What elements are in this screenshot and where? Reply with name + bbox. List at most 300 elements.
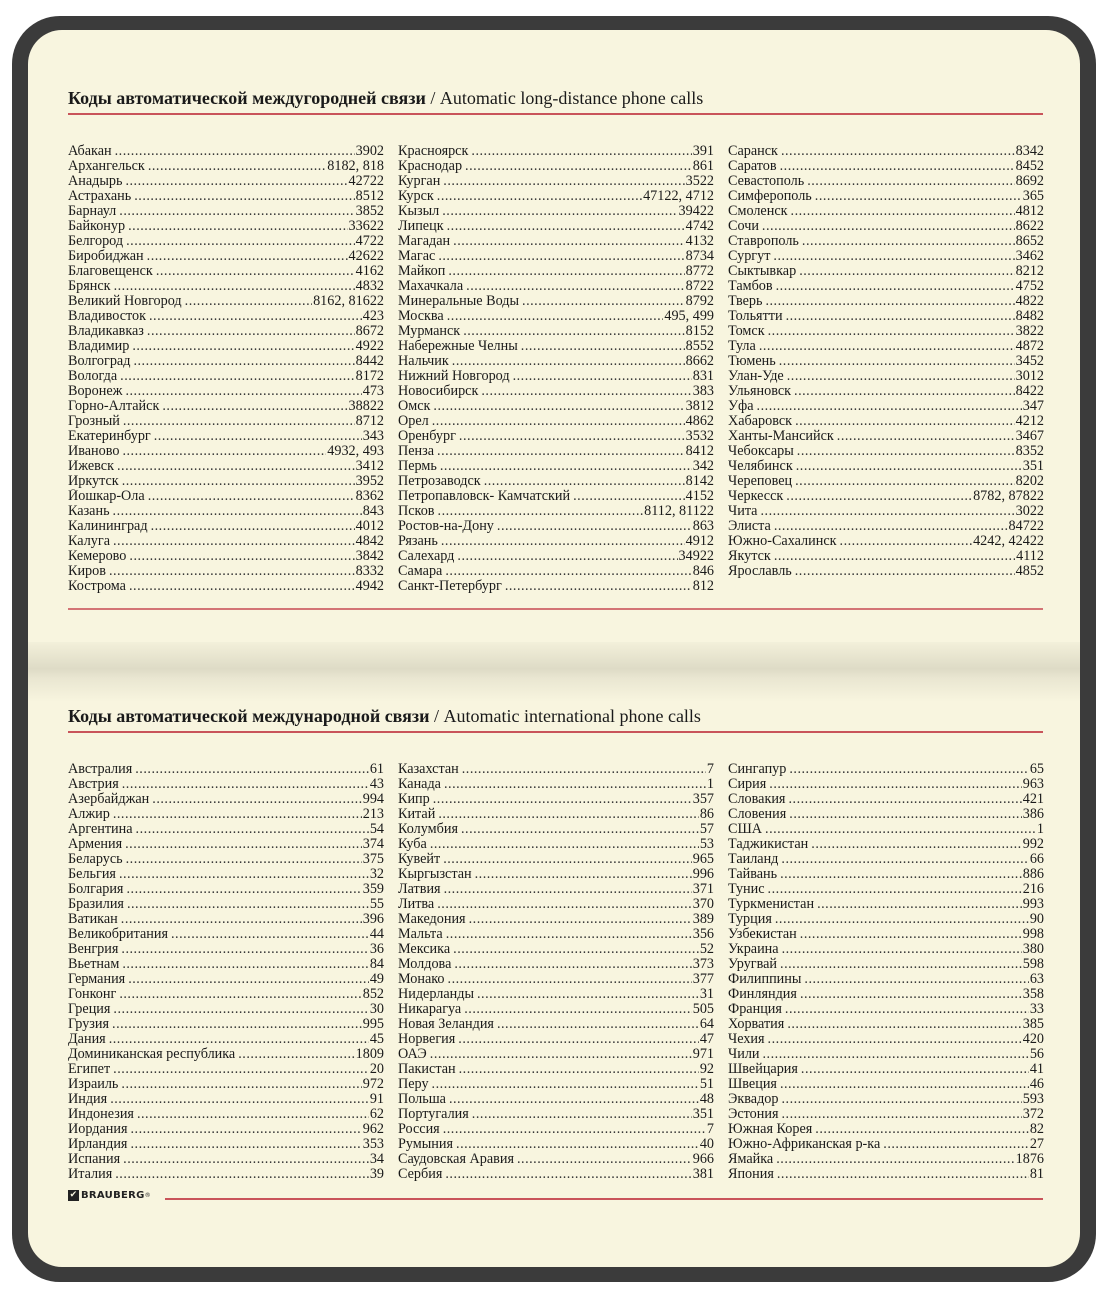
place-name: Тула xyxy=(728,339,756,354)
dot-leader xyxy=(815,189,1022,204)
place-name: Уфа xyxy=(728,399,754,414)
code-entry xyxy=(398,927,714,942)
place-name: Чебоксары xyxy=(728,444,794,459)
dot-leader xyxy=(795,564,1015,579)
dial-code: 4872 xyxy=(1015,339,1044,354)
dot-leader xyxy=(780,159,1015,174)
dot-leader xyxy=(128,972,369,987)
dot-leader xyxy=(440,459,692,474)
place-name: Ватикан xyxy=(68,912,118,927)
dot-leader xyxy=(449,1092,699,1107)
page-fold xyxy=(28,642,1080,702)
code-entry xyxy=(728,459,1044,474)
dot-leader xyxy=(448,972,692,987)
code-entry xyxy=(728,1002,1044,1017)
place-name: Вологда xyxy=(68,369,118,384)
dial-code: 423 xyxy=(362,309,384,324)
dial-code: 420 xyxy=(1022,1032,1044,1047)
dial-code: 994 xyxy=(362,792,384,807)
code-entry xyxy=(728,339,1044,354)
dot-leader xyxy=(804,972,1028,987)
dial-code: 357 xyxy=(692,792,714,807)
code-entry xyxy=(728,987,1044,1002)
place-name: Бельгия xyxy=(68,867,116,882)
code-entry xyxy=(398,324,714,339)
place-name: Воронеж xyxy=(68,384,123,399)
dot-leader xyxy=(109,564,355,579)
dot-leader xyxy=(774,519,1008,534)
code-entry xyxy=(728,927,1044,942)
dial-code: 91 xyxy=(369,1092,384,1107)
place-name: Севастополь xyxy=(728,174,805,189)
dot-leader xyxy=(785,1002,1029,1017)
dial-code: 41 xyxy=(1029,1062,1044,1077)
dot-leader xyxy=(125,384,361,399)
place-name: Швеция xyxy=(728,1077,777,1092)
dot-leader xyxy=(522,294,685,309)
dial-code: 374 xyxy=(362,837,384,852)
dial-code: 44 xyxy=(369,927,384,942)
code-entry xyxy=(68,1077,384,1092)
code-entry xyxy=(398,987,714,1002)
place-name: Калининград xyxy=(68,519,148,534)
dot-leader xyxy=(801,1062,1029,1077)
code-entry xyxy=(398,204,714,219)
code-entry xyxy=(728,1077,1044,1092)
place-name: Словения xyxy=(728,807,787,822)
dot-leader xyxy=(795,414,1015,429)
dot-leader xyxy=(444,882,692,897)
place-name: Челябинск xyxy=(728,459,793,474)
place-name: Куба xyxy=(398,837,427,852)
place-name: Россия xyxy=(398,1122,440,1137)
dial-code: 33 xyxy=(1029,1002,1044,1017)
dot-leader xyxy=(464,1002,691,1017)
dial-code: 40 xyxy=(699,1137,714,1152)
dial-code: 886 xyxy=(1022,867,1044,882)
code-entry xyxy=(398,384,714,399)
place-name: Кыргызстан xyxy=(398,867,472,882)
code-entry xyxy=(728,414,1044,429)
dial-code: 1 xyxy=(706,777,714,792)
dial-code: 8652 xyxy=(1015,234,1044,249)
place-name: Южно-Сахалинск xyxy=(728,534,837,549)
code-entry xyxy=(398,1137,714,1152)
dial-code: 42622 xyxy=(348,249,384,264)
code-entry xyxy=(68,309,384,324)
dot-leader xyxy=(430,837,699,852)
code-entry xyxy=(728,1017,1044,1032)
place-name: Чили xyxy=(728,1047,760,1062)
dial-code: 375 xyxy=(362,852,384,867)
code-entry xyxy=(68,414,384,429)
dot-leader xyxy=(122,777,369,792)
place-name: Нидерланды xyxy=(398,987,474,1002)
place-name: Южно-Африканская р-ка xyxy=(728,1137,881,1152)
dial-code: 33622 xyxy=(348,219,384,234)
dot-leader xyxy=(125,837,362,852)
code-entry xyxy=(398,1107,714,1122)
place-name: Чехия xyxy=(728,1032,765,1047)
dial-code: 4722 xyxy=(355,234,384,249)
dial-code: 993 xyxy=(1022,897,1044,912)
dot-leader xyxy=(481,384,691,399)
dial-code: 3522 xyxy=(685,174,714,189)
place-name: Тайвань xyxy=(728,867,778,882)
code-entry xyxy=(398,957,714,972)
dot-leader xyxy=(126,234,355,249)
dot-leader xyxy=(129,549,354,564)
place-name: Магас xyxy=(398,249,436,264)
dial-code: 962 xyxy=(362,1122,384,1137)
code-entry xyxy=(68,1047,384,1062)
dial-code: 4842 xyxy=(355,534,384,549)
place-name: Алжир xyxy=(68,807,110,822)
dial-code: 972 xyxy=(362,1077,384,1092)
dot-leader xyxy=(781,1107,1021,1122)
dot-leader xyxy=(432,414,685,429)
dial-code: 992 xyxy=(1022,837,1044,852)
code-entry xyxy=(398,249,714,264)
place-name: Киров xyxy=(68,564,106,579)
dial-code: 4822 xyxy=(1015,294,1044,309)
place-name: Черкесск xyxy=(728,489,784,504)
place-name: Австралия xyxy=(68,762,133,777)
dial-code: 4132 xyxy=(685,234,714,249)
dial-code: 8362 xyxy=(355,489,384,504)
dial-code: 365 xyxy=(1022,189,1044,204)
code-entry xyxy=(728,399,1044,414)
dot-leader xyxy=(768,882,1022,897)
dial-code: 34 xyxy=(369,1152,384,1167)
code-entry xyxy=(728,882,1044,897)
place-name: Красноярск xyxy=(398,144,469,159)
dial-code: 995 xyxy=(362,1017,384,1032)
dot-leader xyxy=(443,1122,706,1137)
dot-leader xyxy=(133,354,354,369)
dial-code: 36 xyxy=(369,942,384,957)
dial-code: 381 xyxy=(692,1167,714,1182)
code-entry xyxy=(728,444,1044,459)
dial-code: 8482 xyxy=(1015,309,1044,324)
code-entry xyxy=(398,189,714,204)
place-name: Польша xyxy=(398,1092,446,1107)
place-name: Брянск xyxy=(68,279,111,294)
dot-leader xyxy=(760,504,1014,519)
place-name: Кызыл xyxy=(398,204,440,219)
code-entry xyxy=(398,429,714,444)
dial-code: 56 xyxy=(1029,1047,1044,1062)
code-entry xyxy=(728,1137,1044,1152)
dot-leader xyxy=(799,264,1014,279)
dial-code: 43 xyxy=(369,777,384,792)
place-name: Иордания xyxy=(68,1122,128,1137)
code-entry xyxy=(728,1167,1044,1182)
place-name: Нальчик xyxy=(398,354,449,369)
place-name: Иркутск xyxy=(68,474,119,489)
dot-leader xyxy=(788,792,1021,807)
dot-leader xyxy=(437,444,685,459)
dot-leader xyxy=(452,354,685,369)
place-name: Кострома xyxy=(68,579,126,594)
dot-leader xyxy=(129,579,355,594)
place-name: Якутск xyxy=(728,549,771,564)
dial-code: 963 xyxy=(1022,777,1044,792)
dial-code: 3412 xyxy=(355,459,384,474)
dial-code: 49 xyxy=(369,972,384,987)
dot-leader xyxy=(456,1137,699,1152)
code-entry xyxy=(728,504,1044,519)
dot-leader xyxy=(837,429,1015,444)
dot-leader xyxy=(780,867,1022,882)
code-entry xyxy=(728,219,1044,234)
place-name: Улан-Уде xyxy=(728,369,784,384)
dial-code: 92 xyxy=(699,1062,714,1077)
dial-code: 421 xyxy=(1022,792,1044,807)
code-entry xyxy=(68,897,384,912)
dial-code: 8512 xyxy=(355,189,384,204)
code-entry xyxy=(728,189,1044,204)
dot-leader xyxy=(137,1107,369,1122)
dot-leader xyxy=(147,324,355,339)
place-name: Венгрия xyxy=(68,942,119,957)
dot-leader xyxy=(786,489,972,504)
place-name: Вьетнам xyxy=(68,957,120,972)
dot-leader xyxy=(136,822,369,837)
dot-leader xyxy=(573,489,685,504)
dot-leader xyxy=(437,897,691,912)
dot-leader xyxy=(453,234,684,249)
international-codes-section xyxy=(68,706,1043,1182)
code-entry xyxy=(68,837,384,852)
place-name: Саранск xyxy=(728,144,778,159)
dot-leader xyxy=(471,144,691,159)
page xyxy=(28,30,1080,1267)
code-entry xyxy=(398,1047,714,1062)
dial-code: 473 xyxy=(362,384,384,399)
dial-code: 372 xyxy=(1022,1107,1044,1122)
code-entry xyxy=(68,339,384,354)
dot-leader xyxy=(465,159,692,174)
place-name: Омск xyxy=(398,399,431,414)
dot-leader xyxy=(438,807,698,822)
dial-code: 351 xyxy=(692,1107,714,1122)
dial-code: 27 xyxy=(1029,1137,1044,1152)
dial-code: 4112 xyxy=(1016,549,1044,564)
place-name: Курган xyxy=(398,174,441,189)
dial-code: 3812 xyxy=(685,399,714,414)
code-entry xyxy=(68,579,384,594)
dot-leader xyxy=(130,1122,361,1137)
place-name: Казахстан xyxy=(398,762,459,777)
code-entry xyxy=(398,564,714,579)
place-name: Барнаул xyxy=(68,204,117,219)
code-entry xyxy=(398,777,714,792)
place-name: Самара xyxy=(398,564,443,579)
dot-leader xyxy=(444,777,706,792)
place-name: Саудовская Аравия xyxy=(398,1152,514,1167)
dial-code: 47122, 4712 xyxy=(643,189,714,204)
code-entry xyxy=(68,1062,384,1077)
code-entry xyxy=(728,762,1044,777)
code-entry xyxy=(728,369,1044,384)
dial-code: 4152 xyxy=(685,489,714,504)
dial-code: 4932, 493 xyxy=(327,444,384,459)
place-name: Германия xyxy=(68,972,126,987)
dial-code: 343 xyxy=(362,429,384,444)
dial-code: 4742 xyxy=(685,219,714,234)
place-name: Ямайка xyxy=(728,1152,774,1167)
dial-code: 1 xyxy=(1036,822,1044,837)
code-entry xyxy=(728,972,1044,987)
code-column xyxy=(68,144,384,594)
place-name: Сочи xyxy=(728,219,759,234)
place-name: Сингапур xyxy=(728,762,787,777)
dot-leader xyxy=(125,174,347,189)
code-column xyxy=(728,762,1044,1182)
dot-leader xyxy=(775,912,1029,927)
dial-code: 81 xyxy=(1029,1167,1044,1182)
code-entry xyxy=(728,942,1044,957)
dot-leader xyxy=(461,822,699,837)
place-name: Пенза xyxy=(398,444,435,459)
dial-code: 86 xyxy=(699,807,714,822)
dial-code: 3902 xyxy=(355,144,384,159)
brand-name: BRAUBERG xyxy=(81,1190,145,1201)
dot-leader xyxy=(128,219,347,234)
code-entry xyxy=(398,1122,714,1137)
dial-code: 8182, 818 xyxy=(327,159,384,174)
dot-leader xyxy=(113,807,362,822)
place-name: Калуга xyxy=(68,534,110,549)
dot-leader xyxy=(469,912,692,927)
place-name: Эквадор xyxy=(728,1092,779,1107)
place-name: Волгоград xyxy=(68,354,131,369)
dial-code: 371 xyxy=(692,882,714,897)
place-name: Кувейт xyxy=(398,852,441,867)
code-entry xyxy=(68,942,384,957)
place-name: Москва xyxy=(398,309,444,324)
code-entry xyxy=(398,762,714,777)
code-entry xyxy=(68,219,384,234)
code-entry xyxy=(398,1062,714,1077)
dial-code: 39 xyxy=(369,1167,384,1182)
code-entry xyxy=(398,792,714,807)
place-name: Владимир xyxy=(68,339,130,354)
dial-code: 396 xyxy=(362,912,384,927)
dot-leader xyxy=(443,852,692,867)
dial-code: 996 xyxy=(692,867,714,882)
dot-leader xyxy=(781,852,1028,867)
dot-leader xyxy=(521,339,685,354)
dial-code: 843 xyxy=(362,504,384,519)
code-entry xyxy=(68,882,384,897)
code-entry xyxy=(68,1092,384,1107)
section-title xyxy=(68,88,1043,112)
code-entry xyxy=(398,219,714,234)
dial-code: 8452 xyxy=(1015,159,1044,174)
dot-leader xyxy=(817,897,1022,912)
code-entry xyxy=(728,429,1044,444)
place-name: Благовещенск xyxy=(68,264,153,279)
place-name: Латвия xyxy=(398,882,441,897)
dial-code: 846 xyxy=(692,564,714,579)
code-entry xyxy=(68,1167,384,1182)
place-name: Сургут xyxy=(728,249,771,264)
code-entry xyxy=(68,264,384,279)
dot-leader xyxy=(466,279,684,294)
dial-code: 8172 xyxy=(355,369,384,384)
title-en: / Automatic long-distance phone calls xyxy=(430,88,704,108)
place-name: Япония xyxy=(728,1167,774,1182)
dial-code: 383 xyxy=(692,384,714,399)
place-name: Липецк xyxy=(398,219,444,234)
dial-code: 351 xyxy=(1022,459,1044,474)
dial-code: 45 xyxy=(369,1032,384,1047)
title-rule xyxy=(68,113,1043,115)
code-entry xyxy=(68,777,384,792)
dot-leader xyxy=(113,504,362,519)
place-name: Португалия xyxy=(398,1107,469,1122)
dial-code: 4752 xyxy=(1015,279,1044,294)
code-entry xyxy=(398,519,714,534)
dial-code: 966 xyxy=(692,1152,714,1167)
code-entry xyxy=(728,324,1044,339)
dot-leader xyxy=(126,852,362,867)
code-entry xyxy=(68,762,384,777)
dial-code: 64 xyxy=(699,1017,714,1032)
place-name: Майкоп xyxy=(398,264,446,279)
code-entry xyxy=(398,264,714,279)
dot-leader xyxy=(787,369,1015,384)
place-name: Сыктывкар xyxy=(728,264,797,279)
title-ru: Коды автоматической междугородней связи xyxy=(68,88,426,108)
code-entry xyxy=(68,489,384,504)
dot-leader xyxy=(776,1152,1014,1167)
dial-code: 48 xyxy=(699,1092,714,1107)
code-entry xyxy=(68,1137,384,1152)
code-entry xyxy=(68,927,384,942)
code-entry xyxy=(728,837,1044,852)
place-name: Словакия xyxy=(728,792,786,807)
code-entry xyxy=(398,1152,714,1167)
dial-code: 7 xyxy=(706,762,714,777)
dot-leader xyxy=(119,867,369,882)
place-name: Тамбов xyxy=(728,279,773,294)
code-entry xyxy=(398,174,714,189)
dot-leader xyxy=(780,1077,1029,1092)
dot-leader xyxy=(447,219,685,234)
dot-leader xyxy=(154,429,362,444)
dial-code: 54 xyxy=(369,822,384,837)
dial-code: 62 xyxy=(369,1107,384,1122)
title-en: / Automatic international phone calls xyxy=(434,706,701,726)
code-entry xyxy=(68,249,384,264)
code-columns xyxy=(68,144,1043,594)
dial-code: 380 xyxy=(1022,942,1044,957)
place-name: Горно-Алтайск xyxy=(68,399,160,414)
place-name: Индонезия xyxy=(68,1107,134,1122)
place-name: Тверь xyxy=(728,294,763,309)
place-name: Байконур xyxy=(68,219,126,234)
dial-code: 373 xyxy=(692,957,714,972)
code-entry xyxy=(398,837,714,852)
dot-leader xyxy=(121,942,368,957)
code-entry xyxy=(68,369,384,384)
dial-code: 39422 xyxy=(678,204,714,219)
dot-leader xyxy=(800,987,1022,1002)
dial-code: 3842 xyxy=(355,549,384,564)
